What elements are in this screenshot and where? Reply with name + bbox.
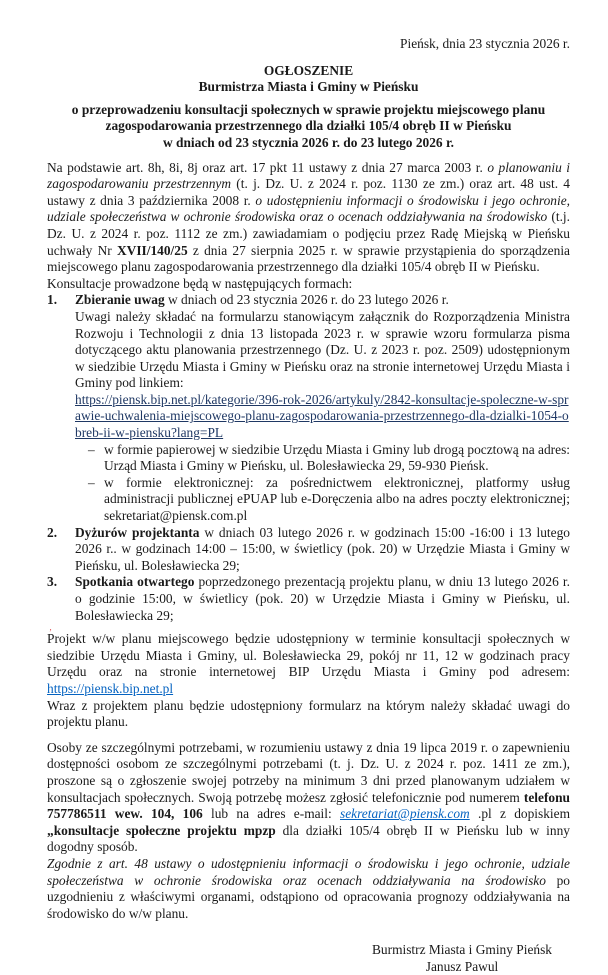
item1-link-wrap: [75, 392, 570, 442]
item1-head-bold: Zbieranie uwag: [75, 292, 165, 308]
title-block: [47, 63, 570, 96]
dash-item-paper-text: w formie papierowej w siedzibie Urzędu Miasta i Gminy lub drogą pocztową na adres: Urząd Miasta i Gminy w Pieńsku, ul. Bolesławiecka 29, 59-930 Pieńsk.: [104, 441, 570, 474]
document-title: OGŁOSZENIE: [263, 62, 354, 78]
dash-item-paper: [88, 442, 570, 475]
accessibility-paragraph: [47, 740, 570, 856]
subject-line-2: zagospodarowania przestrzennego dla działki 105/4 obręb II w Pieńsku: [105, 118, 512, 134]
signature-name: Janusz Pawul: [425, 958, 499, 974]
date-line: Pieńsk, dnia 23 stycznia 2026 r.: [400, 36, 570, 51]
dash-bullet: –: [88, 441, 95, 457]
signature-title: Burmistrz Miasta i Gminy Pieńsk: [371, 942, 553, 958]
intro-paragraph: [47, 160, 570, 276]
accessibility-text: Osoby ze szczególnymi potrzebami, w rozumieniu ustawy z dnia 19 lipca 2019 r. o zapewnieniu dostępności osobom ze szczególnymi potrzebami (t. j. Dz. U. z 2024 r. poz. 1411 ze zm.), proszone są o zgłoszenie swojej potrzeby na minimum 3 dni przed planowanym udziałem w konsultacjach społecznych. Swoją potrzebę możesz zgłosić telefonicznie pod numerem: [47, 739, 570, 805]
item2-content: [75, 525, 570, 575]
list-number-1: 1.: [47, 292, 58, 308]
list-item-3: [47, 574, 570, 624]
item3-content: [75, 574, 570, 624]
intro-cited-act-1: o planowaniu i zagospodarowaniu przestrzennym: [47, 159, 570, 192]
list-number-3: 3.: [47, 574, 58, 590]
forms-intro-line: Konsultacje prowadzone będą w następujących formach:: [47, 275, 353, 291]
secretariat-email-plain: sekretariat@piensk.com.pl: [104, 508, 248, 524]
intro-text: (t.j. Dz. U. z 2024 r. poz. 1112 ze zm.) zawiadamiam o podjęciu przez Radę Miejską w Pieńsku uchwały Nr: [47, 209, 570, 258]
intro-cited-act-2: o udostępnieniu informacji o środowisku i jego ochronie, udziale społeczeństwa w ochronie środowiska oraz o ocenach oddziaływania na środowisko: [47, 192, 571, 225]
resolution-number: XVII/140/25: [116, 242, 188, 258]
item2-head-rest: w dniach 03 lutego 2026 r. w godzinach 15:00 -16:00 i 13 lutego 2026 r.. w godzinach 14:00 – 15:00, w świetlicy (pok. 20) w Urzędzie Miasta i Gminy w Pieńsku, ul. Bolesławiecka 29;: [75, 524, 570, 573]
intro-text: Na podstawie art. 8h, 8i, 8j oraz art. 17 pkt 11 ustawy z dnia 27 marca 2003 r.: [47, 159, 488, 175]
plan-availability-text: Projekt w/w planu miejscowego będzie udostępniony w terminie konsultacji społecznych w siedzibie Urzędu Miasta i Gminy, ul. Bolesławiecka 29, pokój nr 11, 12 w godzinach pracy Urzędu oraz na stronie internetowej BIP Urzędu Miasta i Gminy pod adresem:: [47, 631, 570, 680]
intro-text: (t. j. Dz. U. z 2024 r. poz. 1130 ze zm.) oraz art. 48 ust. 4 ustawy z dnia 3 października 2008 r.: [47, 176, 570, 208]
consultation-note-bold: „konsultacje społeczne projektu mpzp: [47, 822, 276, 838]
dash-item-electronic: [88, 475, 570, 525]
dash-bullet: –: [88, 474, 95, 490]
accessibility-text: lub na adres e-mail:: [202, 806, 340, 822]
secretariat-email-link[interactable]: sekretariat@piensk.com: [340, 806, 470, 822]
item1-body: Uwagi należy składać na formularzu stanowiącym załącznik do Rozporządzenia Ministra Rozwoju i Technologii z dnia 13 listopada 2023 r. w sprawie wzoru formularza pisma dotyczącego aktu planowania przestrzennego (Dz. U. z 2023 r. poz. 2509) udostępnionym w siedzibie Urzędu Miasta i Gminy w Pieńsku oraz na stronie internetowej Urzędu Miasta i Gminy pod linkiem:: [75, 308, 570, 391]
item1-head-rest: w dniach od 23 stycznia 2026 r. do 23 lutego 2026 r.: [164, 292, 449, 308]
accessibility-text: .pl z dopiskiem: [469, 806, 570, 822]
list-number-2: 2.: [47, 524, 58, 540]
environmental-note-paragraph: [47, 856, 570, 922]
subject-block: [47, 102, 570, 152]
intro-text: z dnia 27 sierpnia 2025 r. w sprawie przystąpienia do sporządzenia miejscowego planu zagospodarowania przestrzennego dla działki 105/4 obręb II w Pieńsku.: [47, 242, 570, 275]
form-availability-paragraph: Wraz z projektem planu będzie udostępniony formularz na którym należy składać uwagi do projektu planu.: [47, 697, 570, 730]
item3-head-rest: poprzedzonego prezentacją projektu planu, w dniu 13 lutego 2026 r. o godzinie 15:00, w świetlicy (pok. 20) w Urzędzie Miasta i Gminy w Pieńsku, ul. Bolesławiecka 29;: [75, 574, 570, 623]
plan-availability-paragraph: [47, 631, 570, 697]
subject-line-1: o przeprowadzeniu konsultacji społecznych w sprawie projektu miejscowego planu: [71, 101, 546, 117]
item1-heading: [75, 292, 570, 309]
bip-consultations-link[interactable]: https://piensk.bip.net.pl/kategorie/396-rok-2026/artykuly/2842-konsultacje-spoleczne-w-sprawie-uchwalenia-miejscowego-planu-zagospodarowania-przestrzennego-dla-dzialki-1054-obreb-ii-w-piensku?lang=PL: [75, 391, 569, 441]
list-item-2: [47, 525, 570, 575]
environmental-act-citation: Zgodnie z art. 48 ustawy o udostępnieniu informacji o środowisku i jego ochronie, udziale społeczeństwa w ochronie środowiska oraz ocenach oddziaływania na środowisko: [47, 855, 570, 888]
accessibility-text: dla działki 105/4 obręb II w Pieńsku lub w inny dogodny sposób.: [47, 822, 570, 855]
environmental-note-text: po uzgodnieniu z właściwymi organami, odstąpiono od opracowania prognozy oddziaływania na środowisko do w/w planu.: [47, 872, 570, 921]
item3-head-bold: Spotkania otwartego: [75, 574, 195, 590]
signature-block: [357, 942, 567, 975]
list-item-1: [47, 292, 570, 524]
spacer: [47, 731, 570, 740]
stray-red-mark: ‚: [49, 622, 52, 633]
subject-line-3: w dniach od 23 stycznia 2026 r. do 23 lutego 2026 r.: [162, 134, 455, 150]
dash-electronic-text: w formie elektronicznej: za pośrednictwem elektronicznej, platformy usług administracji publicznej ePUAP lub e-Doręczenia albo na adres poczty elektronicznej;: [104, 474, 570, 507]
phone-number: telefonu 757786511 wew. 104, 106: [47, 789, 570, 822]
bip-homepage-link[interactable]: https://piensk.bip.net.pl: [47, 680, 174, 696]
document-subtitle: Burmistrza Miasta i Gminy w Pieńsku: [198, 79, 419, 95]
dash-item-electronic-text: [104, 475, 570, 525]
item2-head-bold: Dyżurów projektanta: [75, 524, 200, 540]
